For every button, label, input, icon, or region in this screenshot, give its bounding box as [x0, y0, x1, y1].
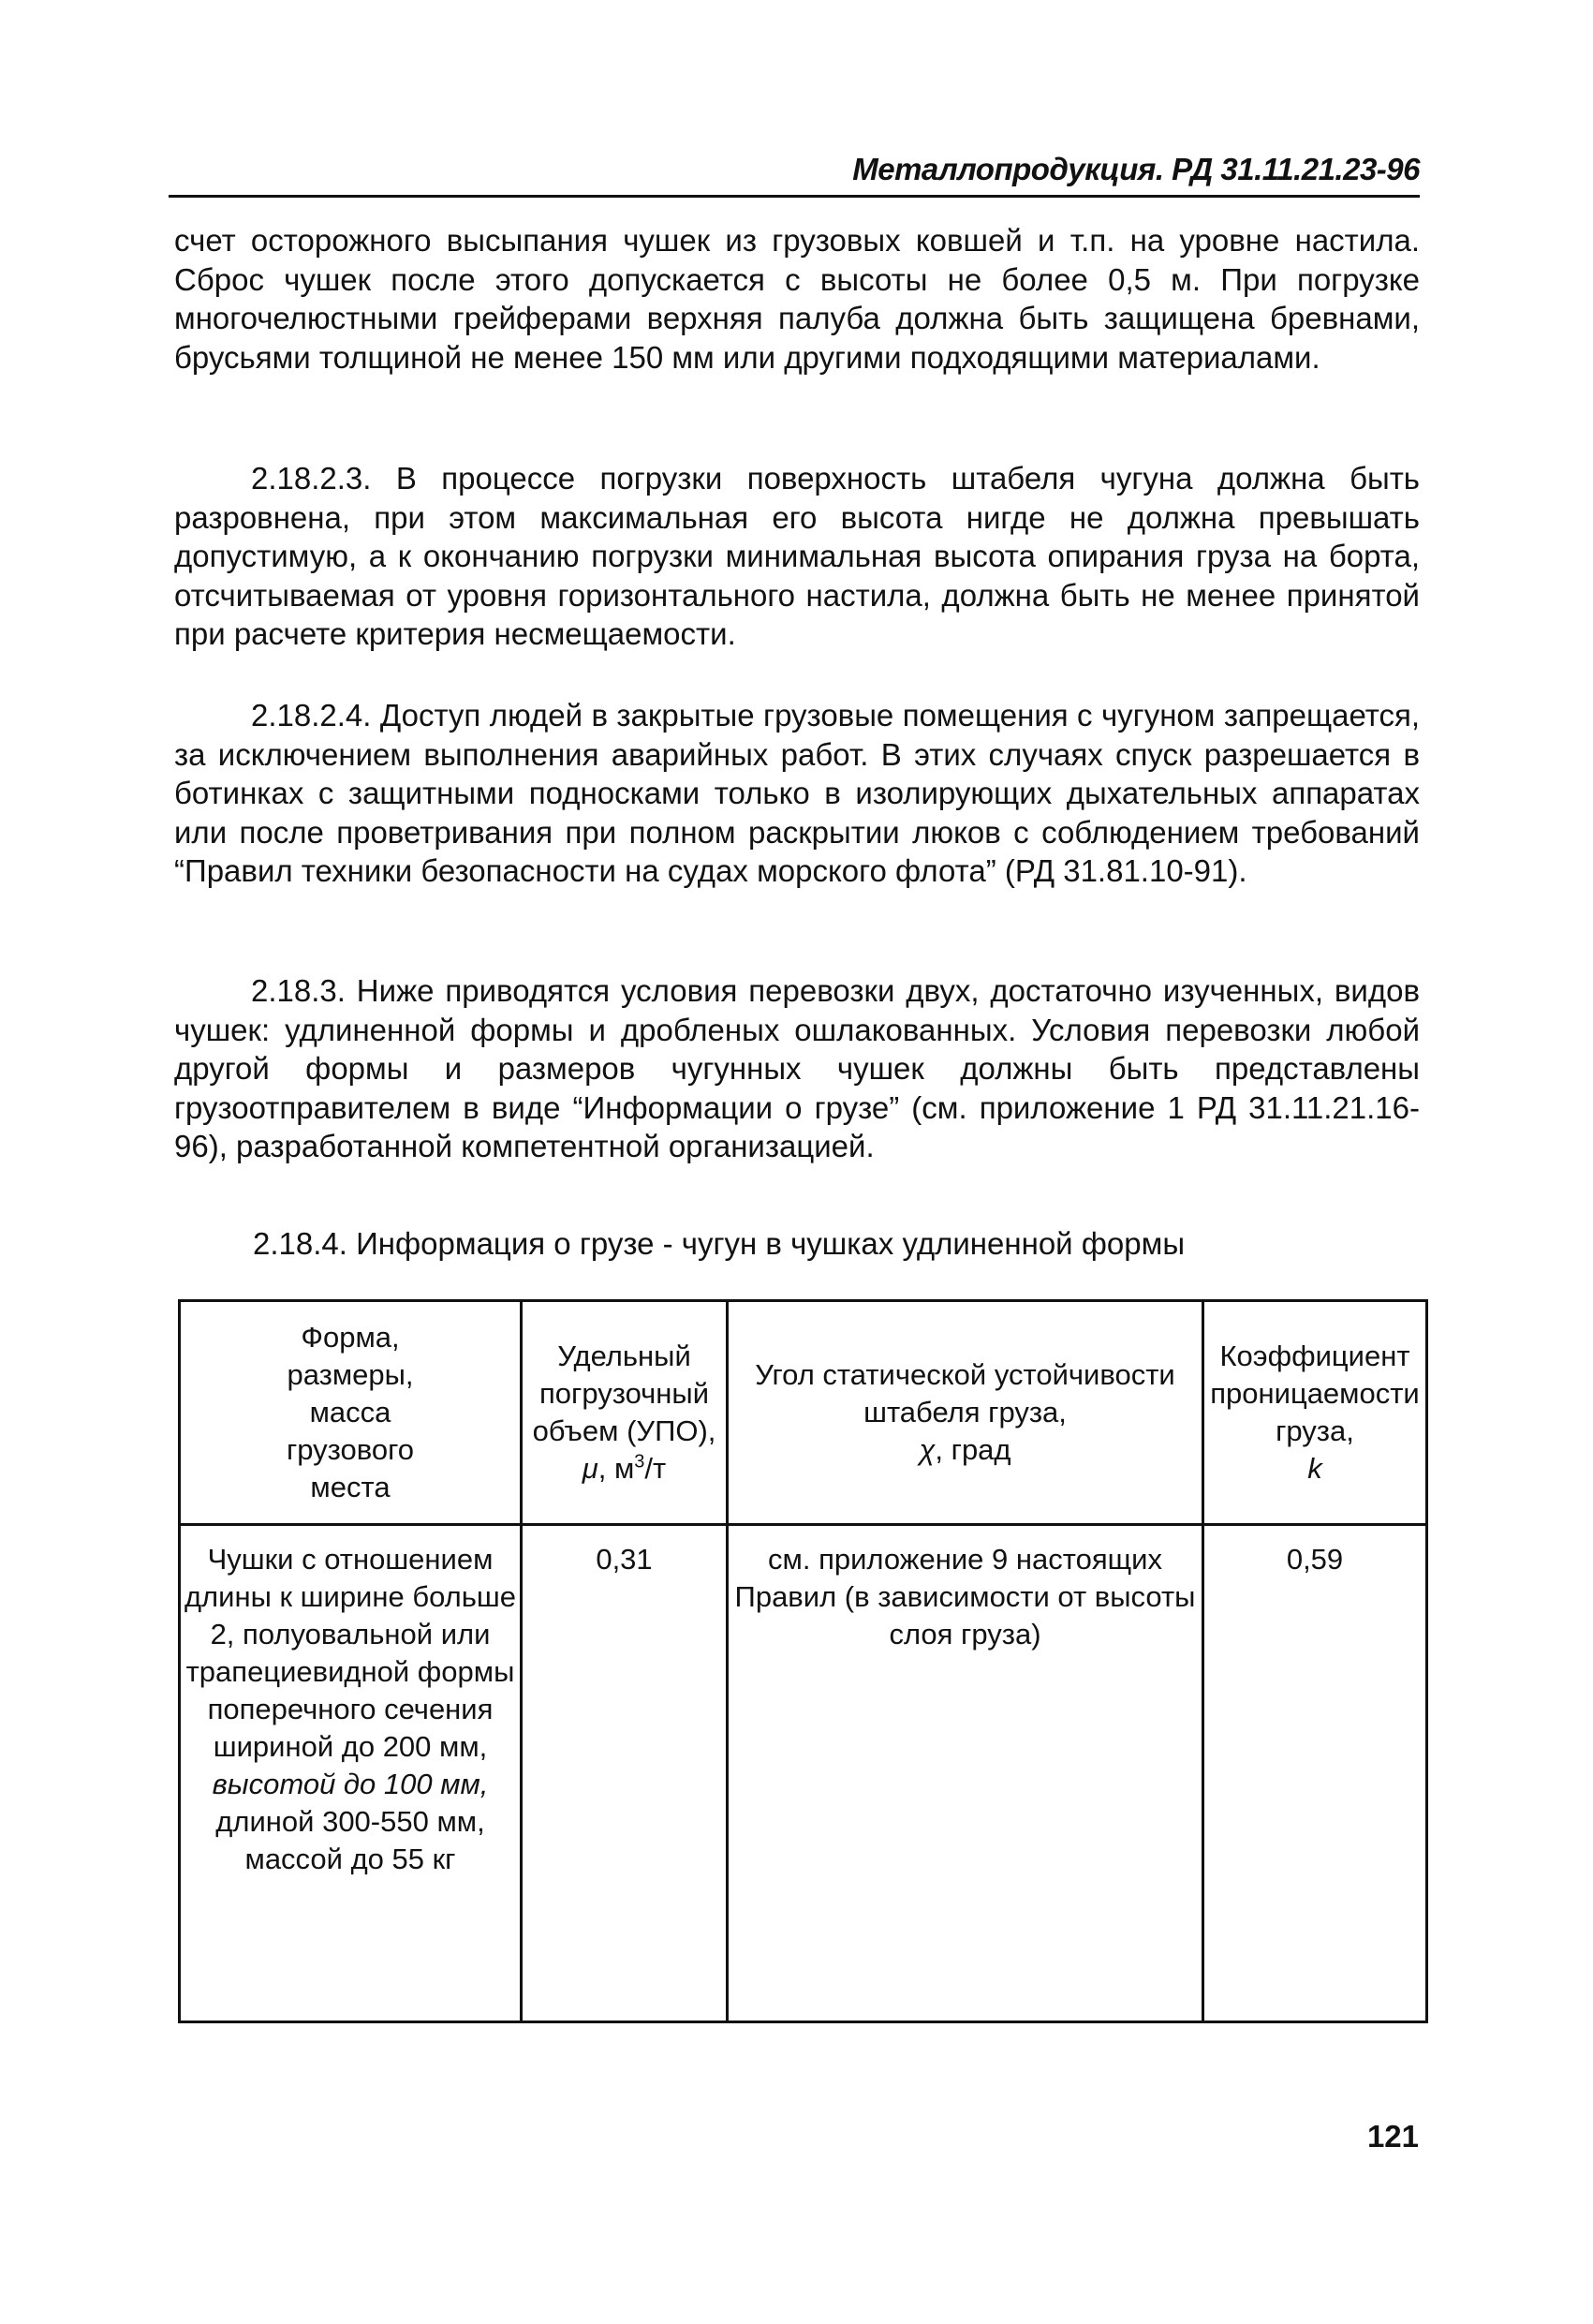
angle-unit-text: , град — [935, 1433, 1011, 1466]
paragraph-2-18-2-4: 2.18.2.4. Доступ людей в закрытые грузовые помещения с чугуном запрещается, за исключением выполнения аварийных работ. В этих случаях спуск разрешается в ботинках с защитными подносками только в изолирующих дыхательных аппаратах или после проветривания при полном раскрытии люков с соблюдением требований “Правил техники безопасности на судах морского флота” (РД 31.81.10-91). — [174, 698, 1420, 888]
header-angle-text: Угол статической устойчивости штабеля груза, — [755, 1358, 1175, 1428]
k-symbol: k — [1307, 1452, 1322, 1485]
chi-symbol: χ — [919, 1433, 936, 1466]
cell-form-description — [180, 1525, 522, 2022]
upo-unit-text: , м — [597, 1452, 635, 1485]
header-cell-permeability — [1203, 1301, 1427, 1525]
header-cell-upo — [522, 1301, 728, 1525]
form-description-part2: длиной 300-550 мм, массой до 55 кг — [215, 1805, 485, 1875]
paragraph-2-18-2-3: 2.18.2.3. В процессе погрузки поверхность штабеля чугуна должна быть разровнена, при этом максимальная его высота нигде не должна превышать допустимую, а к окончанию погрузки минимальная высота опирания груза на борта, отсчитываемая от уровня горизонтального настила, должна быть не менее принятой при расчете критерия несмещаемости. — [174, 461, 1420, 651]
header-form-text: Форма, размеры, масса грузового места — [286, 1321, 415, 1503]
paragraph-2-18-3: 2.18.3. Ниже приводятся условия перевозки двух, достаточно изученных, видов чушек: удлиненной формы и дробленых ошлакованных. Условия перевозки любой другой формы и размеров чугунных чушек должны быть представлены грузоотправителем в виде “Информации о грузе” (см. приложение 1 РД 31.11.21.16-96), разработанной компетентной организацией. — [174, 973, 1420, 1163]
header-rule — [169, 195, 1420, 198]
header-upo-unit — [524, 1450, 724, 1488]
form-description-part1: Чушки с отношением длины к ширине больше 2, полуовальной или трапециевидной формы поперечного сечения шириной до 200 мм, — [184, 1543, 517, 1763]
cargo-info-table — [178, 1299, 1428, 2023]
mu-symbol: μ — [582, 1452, 598, 1485]
page-number: 121 — [1366, 2119, 1419, 2154]
paragraph-continuation: счет осторожного высыпания чушек из грузовых ковшей и т.п. на уровне настила. Сброс чушек после этого допускается с высоты не более 0,5 м. При погрузке многочелюстными грейферами верхняя палуба должна быть защищена бревнами, брусьями толщиной не менее 150 мм или другими подходящими материалами. — [174, 223, 1420, 375]
upo-unit-tail: /т — [644, 1452, 667, 1485]
header-angle-unit — [730, 1431, 1200, 1469]
header-permeability-text: Коэффициент проницаемости груза, — [1210, 1340, 1420, 1447]
header-cell-angle — [728, 1301, 1203, 1525]
table-row — [180, 1525, 1427, 2022]
header-cell-form — [180, 1301, 522, 1525]
cell-angle-value: см. приложение 9 настоящих Правил (в зависимости от высоты слоя груза) — [728, 1525, 1203, 2022]
form-description-height: высотой до 100 мм, — [212, 1768, 489, 1800]
table-caption: 2.18.4. Информация о грузе - чугун в чушках удлиненной формы — [253, 1226, 1186, 1261]
running-header: Металлопродукция. РД 31.11.21.23-96 — [852, 152, 1420, 186]
header-upo-text: Удельный погрузочный объем (УПО), — [532, 1340, 716, 1447]
cell-permeability-value: 0,59 — [1203, 1525, 1427, 2022]
cell-upo-value: 0,31 — [522, 1525, 728, 2022]
table-header-row — [180, 1301, 1427, 1525]
upo-unit-power: 3 — [634, 1451, 645, 1473]
